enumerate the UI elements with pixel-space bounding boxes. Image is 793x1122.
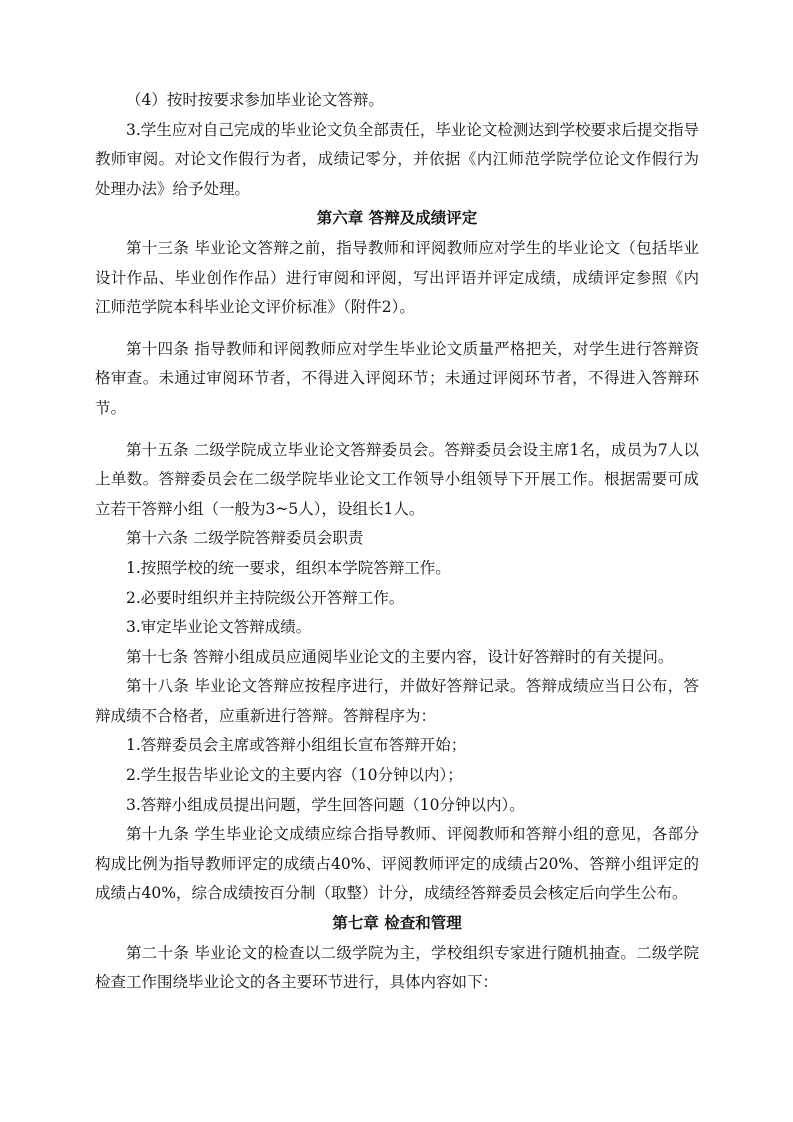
article-20: 第二十条 毕业论文的检查以二级学院为主，学校组织专家进行随机抽查。二级学院检查工作围绕毕业论文的各主要环节进行，具体内容如下：	[95, 943, 699, 992]
chapter-6-heading: 第六章 答辩及成绩评定	[316, 209, 478, 228]
list-item: 2.学生报告毕业论文的主要内容（10分钟以内）；	[126, 766, 463, 785]
list-item: 3.审定毕业论文答辩成绩。	[126, 618, 312, 637]
article-13: 第十三条 毕业论文答辩之前，指导教师和评阅教师应对学生的毕业论文（包括毕业设计作品、毕业创作作品）进行审阅和评阅，写出评语并评定成绩，成绩评定参照《内江师范学院本科毕业论文评价标准》（附件2）。	[95, 238, 699, 317]
list-item: 3.答辩小组成员提出问题，学生回答问题（10分钟以内）。	[126, 795, 525, 814]
article-17: 第十七条 答辩小组成员应通阅毕业论文的主要内容，设计好答辩时的有关提问。	[126, 647, 674, 666]
list-item: 1.答辩委员会主席或答辩小组组长宣布答辩开始；	[126, 736, 467, 755]
paragraph-item-4: （4）按时按要求参加毕业论文答辩。	[126, 91, 384, 109]
paragraph-article-3: 3.学生应对自己完成的毕业论文负全部责任，毕业论文检测达到学校要求后提交指导教师审阅。对论文作假行为者，成绩记零分，并依据《内江师范学院学位论文作假行为处理办法》给予处理。	[95, 120, 699, 198]
article-16: 第十六条 二级学院答辩委员会职责	[126, 529, 364, 548]
article-14: 第十四条 指导教师和评阅教师应对学生毕业论文质量严格把关，对学生进行答辩资格审查。未通过审阅环节者，不得进入评阅环节；未通过评阅环节者，不得进入答辩环节。	[95, 339, 699, 417]
list-item: 2.必要时组织并主持院级公开答辩工作。	[126, 588, 405, 607]
article-19: 第十九条 学生毕业论文成绩应综合指导教师、评阅教师和答辩小组的意见，各部分构成比例为指导教师评定的成绩占40%、评阅教师评定的成绩占20%、答辩小组评定的成绩占40%，综合成绩按百分制（取整）计分，成绩经答辩委员会核定后向学生公布。	[95, 825, 699, 903]
document-page	[95, 86, 699, 998]
chapter-7-heading: 第七章 检查和管理	[332, 914, 462, 933]
article-18: 第十八条 毕业论文答辩应按程序进行，并做好答辩记录。答辩成绩应当日公布，答辩成绩不合格者，应重新进行答辩。答辩程序为：	[95, 677, 699, 725]
list-item: 1.按照学校的统一要求，组织本学院答辩工作。	[126, 558, 451, 577]
article-15: 第十五条 二级学院成立毕业论文答辩委员会。答辩委员会设主席1名，成员为7人以上单数。答辩委员会在二级学院毕业论文工作领导小组领导下开展工作。根据需要可成立若干答辩小组（一般为3~5人），设组长1人。	[95, 440, 699, 518]
